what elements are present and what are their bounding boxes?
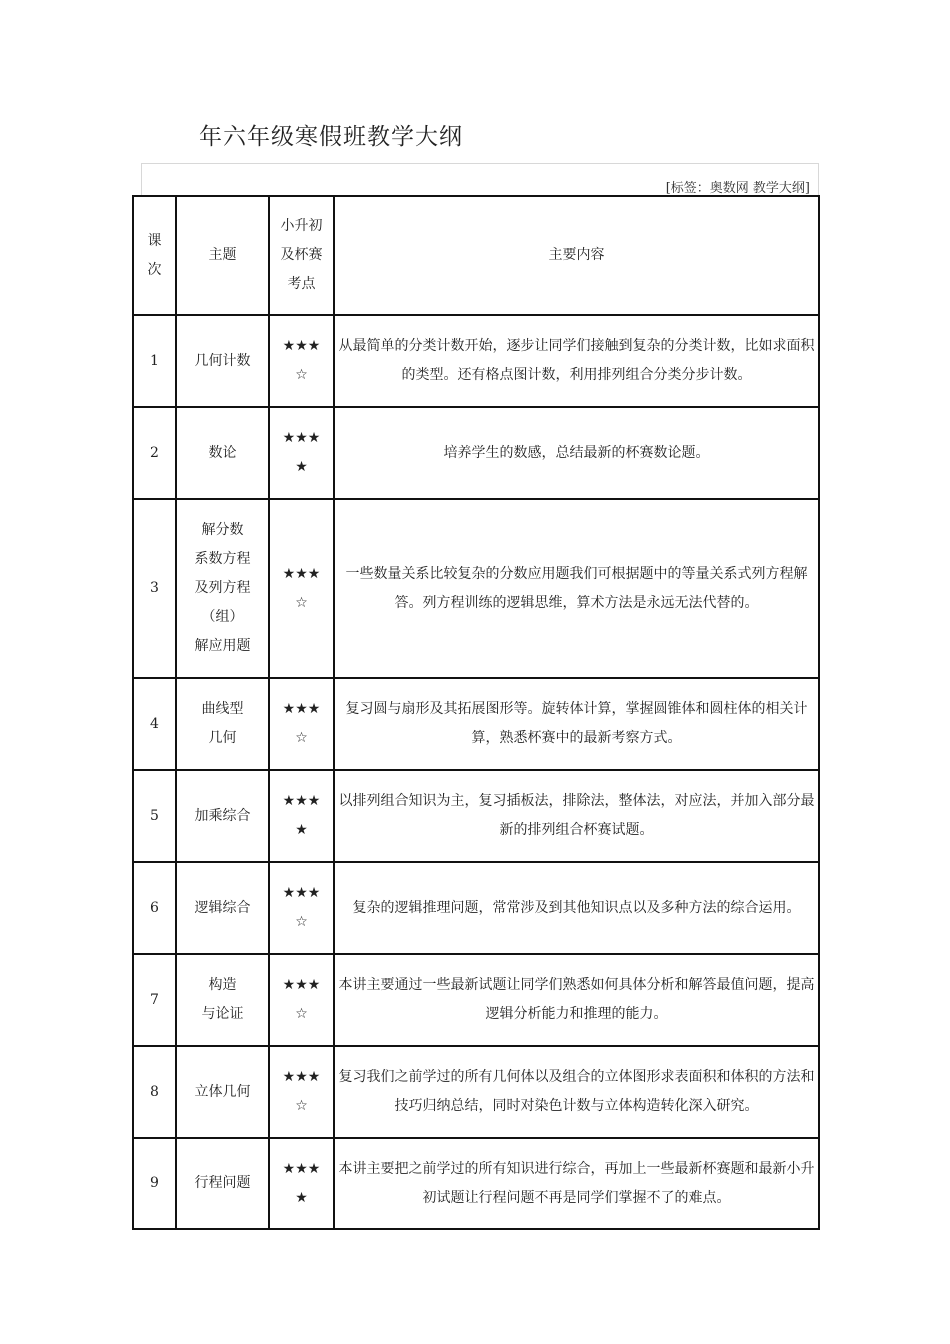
header-lesson — [133, 196, 176, 315]
topic-line: 系数方程 — [194, 551, 251, 567]
lesson-content: 从最简单的分类计数开始，逐步让同学们接触到复杂的分类计数，比如求面积的类型。还有格点图计数，利用排列组合分类分步计数。 — [334, 315, 819, 407]
lesson-content: 一些数量关系比较复杂的分数应用题我们可根据题中的等量关系式列方程解答。列方程训练的逻辑思维，算术方法是永远无法代替的。 — [334, 499, 819, 678]
table-row — [133, 1138, 819, 1229]
table-row — [133, 499, 819, 678]
star-rating-line: ★★★ — [282, 430, 321, 446]
star-rating-line: ☆ — [295, 367, 308, 383]
table-row — [133, 1046, 819, 1138]
header-exam-points — [269, 196, 334, 315]
tag-box — [141, 163, 819, 197]
document-title: 年六年级寒假班教学大纲 — [199, 124, 463, 150]
exam-rating — [269, 954, 334, 1046]
lesson-content: 以排列组合知识为主，复习插板法，排除法，整体法，对应法，并加入部分最新的排列组合杯赛试题。 — [334, 770, 819, 862]
topic-line: 行程问题 — [194, 1175, 251, 1191]
lesson-topic — [176, 862, 269, 954]
lesson-topic — [176, 499, 269, 678]
star-rating-line: ☆ — [295, 1006, 308, 1022]
star-rating-line: ★★★ — [282, 885, 321, 901]
header-topic: 主题 — [176, 196, 269, 315]
star-rating-line: ★ — [295, 1189, 308, 1206]
lesson-number: 1 — [133, 315, 176, 407]
topic-line: 与论证 — [201, 1006, 244, 1022]
star-rating-line: ☆ — [295, 594, 308, 611]
lesson-number: 4 — [133, 678, 176, 770]
topic-line: 立体几何 — [194, 1083, 251, 1100]
table-row — [133, 954, 819, 1046]
header-lesson-line: 课 — [147, 232, 162, 249]
exam-rating — [269, 678, 334, 770]
lesson-content: 复习我们之前学过的所有几何体以及组合的立体图形求表面积和体积的方法和技巧归纳总结，同时对染色计数与立体构造转化深入研究。 — [334, 1046, 819, 1138]
lesson-topic — [176, 1138, 269, 1229]
lesson-content: 复杂的逻辑推理问题，常常涉及到其他知识点以及多种方法的综合运用。 — [334, 862, 819, 954]
lesson-topic — [176, 678, 269, 770]
lesson-topic — [176, 407, 269, 499]
syllabus-table — [132, 195, 820, 1230]
lesson-content: 本讲主要通过一些最新试题让同学们熟悉如何具体分析和解答最值问题，提高逻辑分析能力和推理的能力。 — [334, 954, 819, 1046]
topic-line: （组） — [201, 609, 244, 625]
lesson-number: 2 — [133, 407, 176, 499]
exam-rating — [269, 407, 334, 499]
header-exam-line: 小升初 — [280, 218, 323, 234]
star-rating-line: ★ — [295, 459, 308, 475]
star-rating-line: ★★★ — [282, 701, 321, 717]
table-row — [133, 315, 819, 407]
header-exam-line: 及杯赛 — [280, 247, 323, 263]
lesson-topic — [176, 770, 269, 862]
topic-line: 加乘综合 — [194, 807, 251, 824]
header-row — [133, 196, 819, 315]
star-rating-line: ★★★ — [282, 1069, 321, 1085]
header-exam-line: 考点 — [287, 276, 316, 292]
topic-line: 数论 — [208, 444, 237, 461]
exam-rating — [269, 770, 334, 862]
star-rating-line: ★★★ — [282, 793, 321, 809]
star-rating-line: ★★★ — [282, 338, 321, 354]
exam-rating — [269, 315, 334, 407]
lesson-number: 5 — [133, 770, 176, 862]
header-lesson-line: 次 — [147, 261, 162, 278]
lesson-number: 6 — [133, 862, 176, 954]
table-row — [133, 770, 819, 862]
lesson-topic — [176, 315, 269, 407]
exam-rating — [269, 1046, 334, 1138]
topic-line: 及列方程 — [194, 580, 251, 596]
star-rating-line: ☆ — [295, 914, 308, 930]
exam-rating — [269, 1138, 334, 1229]
star-rating-line: ★★★ — [282, 565, 321, 582]
table-row — [133, 678, 819, 770]
lesson-topic — [176, 954, 269, 1046]
star-rating-line: ★★★ — [282, 977, 321, 993]
star-rating-line: ★★★ — [282, 1160, 321, 1177]
table-row — [133, 407, 819, 499]
star-rating-line: ☆ — [295, 730, 308, 746]
tags-label: [标签：奥数网 教学大纲] — [665, 181, 810, 196]
lesson-number: 9 — [133, 1138, 176, 1229]
header-content: 主要内容 — [334, 196, 819, 315]
topic-line: 几何 — [208, 730, 237, 746]
lesson-content: 复习圆与扇形及其拓展图形等。旋转体计算，掌握圆锥体和圆柱体的相关计算，熟悉杯赛中的最新考察方式。 — [334, 678, 819, 770]
lesson-number: 7 — [133, 954, 176, 1046]
exam-rating — [269, 862, 334, 954]
syllabus-body — [133, 196, 819, 1229]
topic-line: 构造 — [208, 977, 237, 993]
topic-line: 解分数 — [201, 522, 244, 538]
table-row — [133, 862, 819, 954]
lesson-content: 本讲主要把之前学过的所有知识进行综合，再加上一些最新杯赛题和最新小升初试题让行程问题不再是同学们掌握不了的难点。 — [334, 1138, 819, 1229]
lesson-number: 3 — [133, 499, 176, 678]
topic-line: 逻辑综合 — [194, 899, 251, 916]
star-rating-line: ☆ — [295, 1098, 308, 1114]
lesson-content: 培养学生的数感，总结最新的杯赛数论题。 — [334, 407, 819, 499]
topic-line: 几何计数 — [194, 352, 251, 369]
topic-line: 解应用题 — [194, 638, 251, 654]
exam-rating — [269, 499, 334, 678]
topic-line: 曲线型 — [201, 701, 244, 717]
star-rating-line: ★ — [295, 822, 308, 838]
lesson-topic — [176, 1046, 269, 1138]
lesson-number: 8 — [133, 1046, 176, 1138]
